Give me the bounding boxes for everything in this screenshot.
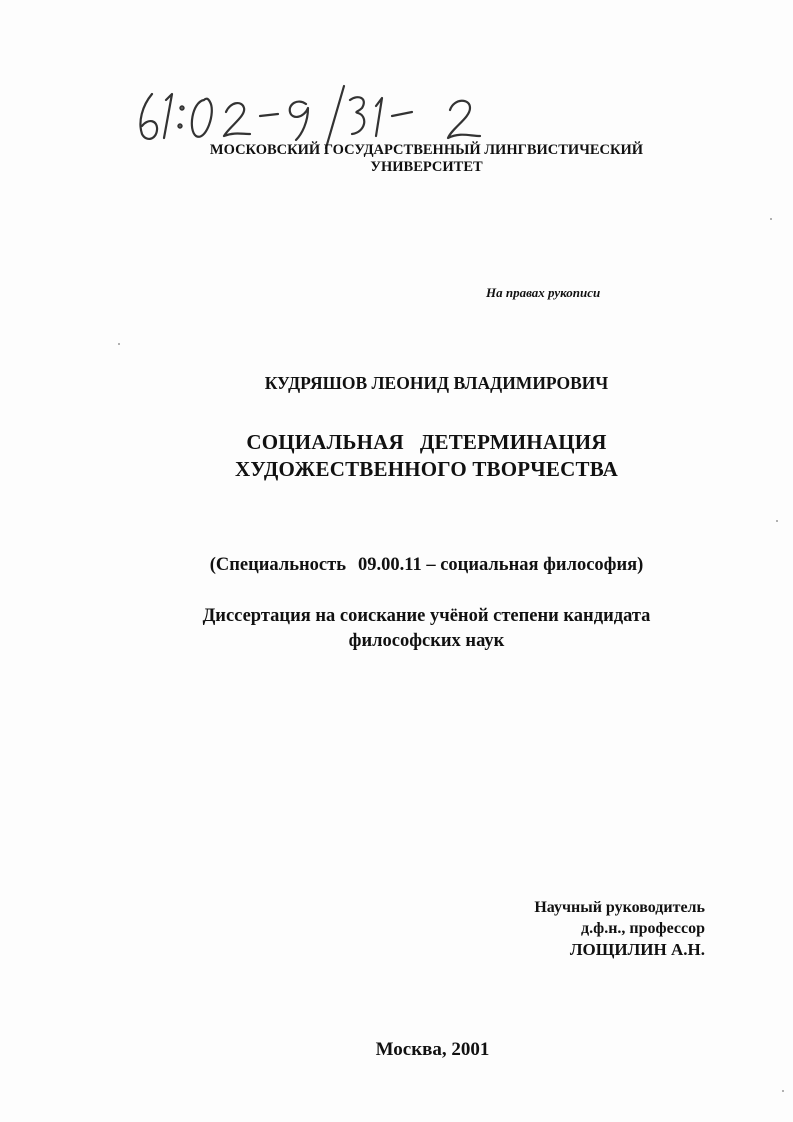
supervisor-degree: д.ф.н., профессор: [581, 920, 705, 937]
manuscript-rights: На правах рукописи: [486, 285, 601, 300]
university-line-1: МОСКОВСКИЙ ГОСУДАРСТВЕННЫЙ ЛИНГВИСТИЧЕСКИЙ: [209, 142, 644, 158]
title-line-2: ХУДОЖЕСТВЕННОГО ТВОРЧЕСТВА: [235, 457, 618, 481]
dissertation-degree: [30, 604, 793, 654]
supervisor-block: [534, 897, 705, 960]
title-line-1: [30, 429, 793, 456]
degree-line-2: философских наук: [348, 631, 505, 651]
title-word-1: СОЦИАЛЬНАЯ: [246, 430, 404, 454]
specialty-prefix: (Специальность: [209, 555, 346, 575]
author-name: КУДРЯШОВ ЛЕОНИД ВЛАДИМИРОВИЧ: [264, 373, 609, 393]
scan-speck: [118, 343, 120, 345]
specialty-code: 09.00.11 – социальная философия): [357, 555, 644, 575]
place-year: Москва, 2001: [375, 1039, 490, 1060]
scan-speck: [776, 520, 778, 522]
specialty-line: [30, 555, 793, 576]
dissertation-title: [30, 429, 793, 483]
title-word-2: ДЕТЕРМИНАЦИЯ: [419, 430, 607, 454]
scan-speck: [782, 1090, 784, 1092]
university-name: [30, 142, 793, 176]
scan-speck: [770, 218, 772, 220]
supervisor-name: ЛОЩИЛИН А.Н.: [569, 940, 705, 959]
supervisor-role: Научный руководитель: [534, 899, 705, 916]
degree-line-1: Диссертация на соискание учёной степени кандидата: [202, 606, 651, 626]
university-line-2: УНИВЕРСИТЕТ: [370, 159, 483, 175]
